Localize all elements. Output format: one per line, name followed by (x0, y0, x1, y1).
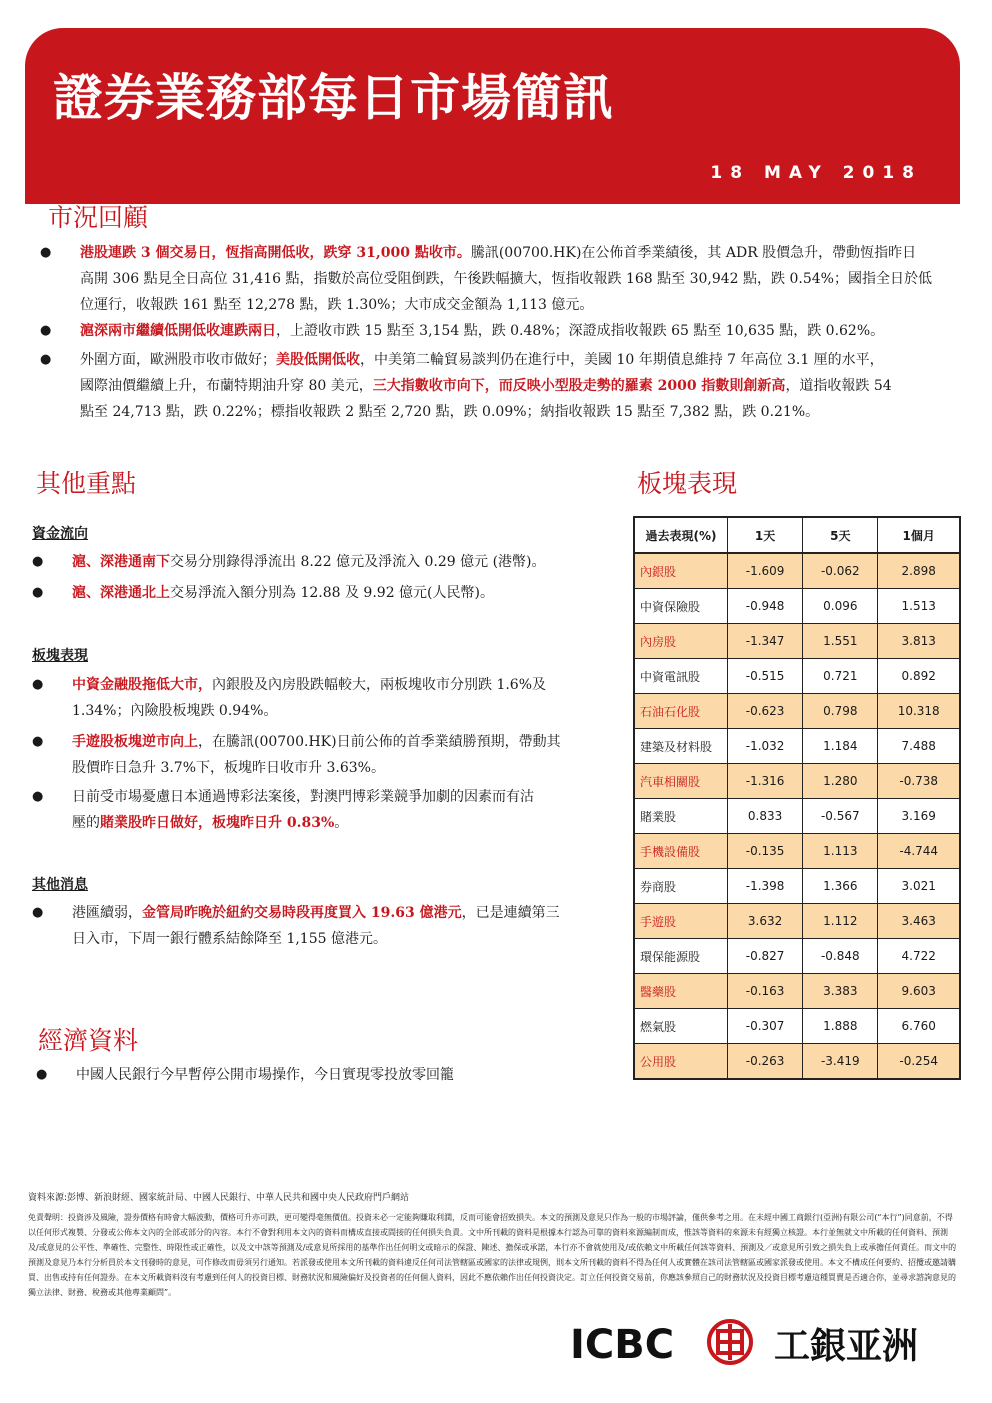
table-row (634, 659, 960, 694)
column-header: 5天 (803, 517, 878, 553)
sector-name-cell: 公用股 (634, 1044, 728, 1080)
icbc-logo (570, 1318, 960, 1366)
value-cell: -0.623 (728, 694, 803, 729)
list-item (40, 240, 960, 320)
list-item (32, 784, 622, 836)
economic-heading: 經濟資料 (38, 1026, 139, 1055)
body-text: ，已是連續第三 (461, 905, 560, 921)
value-cell: 3.383 (803, 974, 878, 1009)
sector-name-cell: 醫藥股 (634, 974, 728, 1009)
value-cell: 6.760 (878, 1009, 960, 1044)
table-row (634, 694, 960, 729)
table-row (634, 1009, 960, 1044)
sector-name-cell: 燃氣股 (634, 1009, 728, 1044)
page-title: 證券業務部每日市場簡訊 (53, 69, 614, 127)
value-cell: 1.888 (803, 1009, 878, 1044)
value-cell: 3.021 (878, 869, 960, 904)
list-item (32, 580, 622, 606)
market-review-heading: 市況回顧 (48, 203, 149, 232)
data-source: 資料來源:彭博、新浪財經、國家統計局、中國人民銀行、中華人民共和國中央人民政府門戶網站 (28, 1193, 410, 1203)
table-row (634, 939, 960, 974)
body-text: ，在騰訊(00700.HK)日前公佈的首季業績勝預期，帶動其 (198, 734, 561, 750)
bullet-icon: ● (32, 677, 44, 692)
body-text: 。 (334, 815, 349, 831)
value-cell: -4.744 (878, 834, 960, 869)
value-cell: 2.898 (878, 553, 960, 589)
sector-performance-table (633, 516, 961, 1080)
sector-name-cell: 內房股 (634, 624, 728, 659)
sector-name-cell: 賭業股 (634, 799, 728, 834)
value-cell: -1.316 (728, 764, 803, 799)
bullet-icon: ● (32, 734, 44, 749)
table-row (634, 869, 960, 904)
value-cell: 3.169 (878, 799, 960, 834)
body-text: 中國人民銀行今早暫停公開市場操作，今日實現零投放零回籠 (76, 1067, 454, 1083)
sector-name-cell: 中資電訊股 (634, 659, 728, 694)
sector-name-cell: 券商股 (634, 869, 728, 904)
value-cell: -0.163 (728, 974, 803, 1009)
value-cell: 7.488 (878, 729, 960, 764)
column-header: 過去表現(%) (634, 517, 728, 553)
column-header: 1個月 (878, 517, 960, 553)
body-text: 外圍方面，歐洲股市收市做好； (80, 352, 276, 368)
highlight-text: 金管局昨晚於紐約交易時段再度買入 19.63 億港元 (142, 905, 462, 921)
sector-title: 板塊表現 (32, 648, 88, 664)
list-item (40, 318, 960, 344)
table-row (634, 624, 960, 659)
value-cell: 0.096 (803, 589, 878, 624)
value-cell: -0.307 (728, 1009, 803, 1044)
value-cell: -1.609 (728, 553, 803, 589)
body-text: ，上證收市跌 15 點至 3,154 點，跌 0.48%；深證成指收報跌 65 點至 10,635 點，跌 0.62%。 (276, 323, 885, 339)
value-cell: 0.798 (803, 694, 878, 729)
body-text: 股價昨日急升 3.7%下，板塊昨日收市升 3.63%。 (72, 760, 385, 776)
body-text: 交易淨流入額分別為 12.88 及 9.92 億元(人民幣)。 (170, 585, 494, 601)
value-cell: -0.827 (728, 939, 803, 974)
body-text: 點至 24,713 點，跌 0.22%；標指收報跌 2 點至 2,720 點，跌 0.09%；納指收報跌 15 點至 7,382 點，跌 0.21%。 (80, 404, 820, 420)
list-item (32, 900, 622, 952)
other-news-title: 其他消息 (32, 877, 88, 893)
table-row (634, 1044, 960, 1080)
highlight-text: 滬、深港通南下 (72, 554, 170, 570)
value-cell: -0.738 (878, 764, 960, 799)
list-item (32, 672, 622, 724)
bullet-icon: ● (32, 554, 44, 569)
highlight-text: 滬、深港通北上 (72, 585, 170, 601)
body-text: 1.34%；內險股板塊跌 0.94%。 (72, 703, 278, 719)
sector-name-cell: 環保能源股 (634, 939, 728, 974)
list-item (40, 347, 960, 427)
value-cell: -1.032 (728, 729, 803, 764)
value-cell: 9.603 (878, 974, 960, 1009)
body-text: ，中美第二輪貿易談判仍在進行中，美國 10 年期債息維持 7 年高位 3.1 厘的水平， (360, 352, 884, 368)
body-text: 內銀股及內房股跌幅較大，兩板塊收市分別跌 1.6%及 (212, 677, 547, 693)
value-cell: -0.567 (803, 799, 878, 834)
value-cell: -3.419 (803, 1044, 878, 1080)
value-cell: -0.263 (728, 1044, 803, 1080)
highlight-text: 三大指數收市向下，而反映小型股走勢的羅素 2000 指數則創新高 (372, 378, 786, 394)
column-header: 1天 (728, 517, 803, 553)
value-cell: 0.721 (803, 659, 878, 694)
body-text: 日前受市場憂慮日本通過博彩法案後，對澳門博彩業競爭加劇的因素而有沽 (72, 789, 534, 805)
value-cell: 1.551 (803, 624, 878, 659)
body-text: 位運行，收報跌 161 點至 12,278 點，跌 1.30%；大市成交金額為 1,113 億元。 (80, 297, 594, 313)
list-item (36, 1062, 626, 1088)
value-cell: -0.948 (728, 589, 803, 624)
value-cell: 1.513 (878, 589, 960, 624)
value-cell: 3.463 (878, 904, 960, 939)
value-cell: -1.347 (728, 624, 803, 659)
disclaimer: 免責聲明：投資涉及風險，證券價格有時會大幅波動，價格可升亦可跌，更可變得毫無價值。投資未必一定能夠賺取利潤，反而可能會招致損失。本文的預測及意見只作為一般的市場評論，僅供參考之用。在未經中國工商銀行(亞洲)有限公司(“本行”)同意前，不得以任何形式複製、分發或公佈本文內的全部或部分的內容。本行不會對利用本文內的資料而構成直接或間接的任何損失負責。文中所刊載的資料是根據本行認為可靠的資料來源編制而成，惟該等資料的來源未有經獨立核證。本行並無就文中所載的任何資料、預測及/或意見的公平性、準確性、完整性、時限性或正確性，以及文中該等預測及/或意見所採用的基準作出任何明文或暗示的保證、陳述、擔保或承諾，本行亦不會就使用及/或依賴文中所載任何該等資料、預測及／或意見所引致之損失負上或承擔任何責任。而文中的預測及意見乃本行分析員於本文刊發時的意見，可作修改而毋須另行通知。若派發或使用本文所刊載的資料違反任何司法管轄區或國家的法律或規例，則本文所刊載的資料不得為任何人或實體在該司法管轄區或國家派發或使用。本文不構成任何要約、招攬或邀請購買、出售或持有任何證券。在本文所載資料沒有考慮到任何人的投資目標、財務狀況和風險偏好及投資者的任何個人資料，因此不應依賴作出任何投資決定。訂立任何投資交易前，你應該參照自己的財務狀況及投資目標考慮這種買賣是否適合你，並尋求諮詢意見的獨立法律、財務、稅務或其他專業顧問”。 (28, 1213, 957, 1297)
table-row (634, 589, 960, 624)
value-cell: 0.833 (728, 799, 803, 834)
bullet-icon: ● (40, 245, 52, 260)
table-body (634, 553, 960, 1079)
sector-name-cell: 手遊股 (634, 904, 728, 939)
body-text: 日入市，下周一銀行體系結餘降至 1,155 億港元。 (72, 931, 387, 947)
value-cell: 1.113 (803, 834, 878, 869)
value-cell: 4.722 (878, 939, 960, 974)
bullet-icon: ● (32, 585, 44, 600)
body-text: 騰訊(00700.HK)在公佈首季業績後，其 ADR 股價急升，帶動恆指昨日 (470, 245, 917, 261)
body-text: 高開 306 點見全日高位 31,416 點，指數於高位受阻倒跌，午後跌幅擴大，恆指收報跌 168 點至 30,942 點，跌 0.54%；國指全日於低 (80, 271, 932, 287)
value-cell: -0.254 (878, 1044, 960, 1080)
logo-text-icbc: ICBC (570, 1322, 675, 1366)
body-text: 國際油價繼續上升，布蘭特期油升穿 80 美元， (80, 378, 373, 394)
table-row (634, 553, 960, 589)
bullet-icon: ● (40, 352, 52, 367)
value-cell: 3.632 (728, 904, 803, 939)
bullet-icon: ● (32, 905, 44, 920)
body-text: 壓的 (72, 815, 100, 831)
table-row (634, 974, 960, 1009)
bullet-icon: ● (40, 323, 52, 338)
table-header-row (634, 517, 960, 553)
value-cell: -1.398 (728, 869, 803, 904)
body-text: 交易分別錄得淨流出 8.22 億元及淨流入 0.29 億元 (港幣)。 (170, 554, 546, 570)
value-cell: 1.112 (803, 904, 878, 939)
value-cell: 10.318 (878, 694, 960, 729)
value-cell: -0.062 (803, 553, 878, 589)
sector-name-cell: 手機設備股 (634, 834, 728, 869)
sector-name-cell: 內銀股 (634, 553, 728, 589)
highlight-text: 港股連跌 3 個交易日，恆指高開低收，跌穿 31,000 點收市。 (80, 245, 471, 261)
value-cell: -0.515 (728, 659, 803, 694)
sector-name-cell: 汽車相關股 (634, 764, 728, 799)
highlight-text: 賭業股昨日做好，板塊昨日升 0.83% (100, 815, 335, 831)
fund-flow-title: 資金流向 (32, 526, 88, 542)
value-cell: 3.813 (878, 624, 960, 659)
highlight-text: 中資金融股拖低大市， (72, 677, 212, 693)
sector-name-cell: 石油石化股 (634, 694, 728, 729)
body-text: ，道指收報跌 54 (785, 378, 892, 394)
bullet-icon: ● (36, 1067, 48, 1082)
list-item (32, 549, 622, 575)
value-cell: -0.135 (728, 834, 803, 869)
table-row (634, 729, 960, 764)
table-row (634, 904, 960, 939)
value-cell: -0.848 (803, 939, 878, 974)
logo-text-chinese: 工銀亚洲 (774, 1326, 919, 1366)
value-cell: 1.184 (803, 729, 878, 764)
report-date: 18 MAY 2018 (710, 163, 922, 183)
other-highlights-heading: 其他重點 (36, 469, 137, 498)
highlight-text: 滬深兩市繼續低開低收連跌兩日 (80, 323, 276, 339)
sector-table-heading: 板塊表現 (637, 469, 738, 498)
highlight-text: 手遊股板塊逆市向上 (72, 734, 198, 750)
sector-name-cell: 建築及材料股 (634, 729, 728, 764)
table-row (634, 764, 960, 799)
body-text: 港匯續弱， (72, 905, 142, 921)
table-row (634, 834, 960, 869)
highlight-text: 美股低開低收 (276, 352, 360, 368)
value-cell: 0.892 (878, 659, 960, 694)
table-row (634, 799, 960, 834)
bullet-icon: ● (32, 789, 44, 804)
sector-name-cell: 中資保險股 (634, 589, 728, 624)
value-cell: 1.280 (803, 764, 878, 799)
value-cell: 1.366 (803, 869, 878, 904)
list-item (32, 729, 622, 781)
